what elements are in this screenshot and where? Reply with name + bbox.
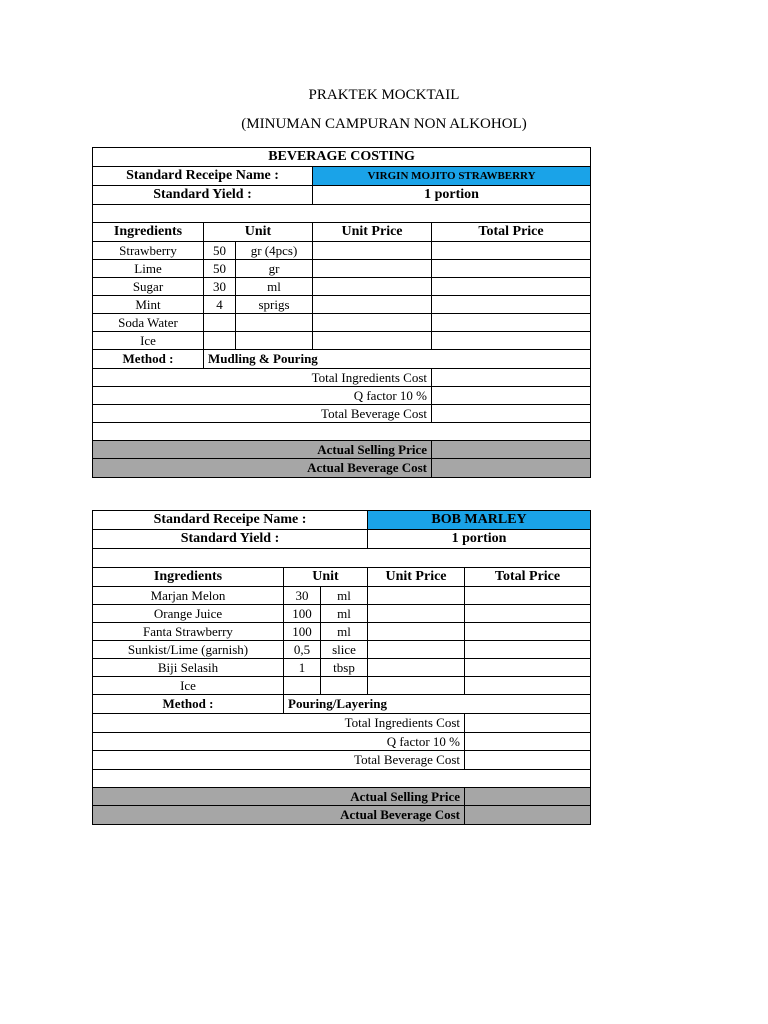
header-total-price: Total Price [432, 223, 591, 242]
beverage-costing-banner: BEVERAGE COSTING [93, 148, 591, 167]
method-label: Method : [93, 695, 284, 714]
ingredient-qty: 4 [204, 296, 236, 314]
total-price-cell [432, 332, 591, 350]
total-price-cell [465, 623, 591, 641]
spacer-row [93, 549, 591, 568]
unit-price-cell [313, 278, 432, 296]
header-ingredients: Ingredients [93, 568, 284, 587]
method-value: Pouring/Layering [284, 695, 591, 714]
ingredient-qty: 50 [204, 242, 236, 260]
actual-beverage-cost-value [465, 806, 591, 825]
total-ingredients-cost-label: Total Ingredients Cost [93, 369, 432, 387]
actual-beverage-cost-value [432, 459, 591, 478]
total-price-cell [432, 242, 591, 260]
ingredient-unit: ml [321, 623, 368, 641]
ingredient-unit: ml [321, 605, 368, 623]
total-price-cell [465, 641, 591, 659]
total-ingredients-cost-label: Total Ingredients Cost [93, 714, 465, 733]
page-subtitle: (MINUMAN CAMPURAN NON ALKOHOL) [241, 116, 527, 132]
unit-price-cell [313, 242, 432, 260]
table-row [93, 659, 591, 677]
ingredient-name: Sunkist/Lime (garnish) [93, 641, 284, 659]
ingredient-name: Mint [93, 296, 204, 314]
total-price-cell [432, 296, 591, 314]
ingredient-qty: 100 [284, 605, 321, 623]
ingredient-qty: 30 [204, 278, 236, 296]
standard-yield-value: 1 portion [368, 530, 591, 549]
ingredient-name: Ice [93, 332, 204, 350]
total-beverage-cost-value [432, 405, 591, 423]
unit-price-cell [368, 641, 465, 659]
spacer-row [93, 423, 591, 441]
costing-table-virgin-mojito [92, 147, 591, 478]
table-row [93, 677, 591, 695]
actual-beverage-cost-label: Actual Beverage Cost [93, 459, 432, 478]
ingredient-name: Sugar [93, 278, 204, 296]
ingredient-unit [321, 677, 368, 695]
unit-price-cell [313, 314, 432, 332]
ingredient-unit: ml [321, 587, 368, 605]
ingredient-unit [236, 314, 313, 332]
q-factor-value [432, 387, 591, 405]
total-beverage-cost-label: Total Beverage Cost [93, 751, 465, 770]
unit-price-cell [368, 587, 465, 605]
header-ingredients: Ingredients [93, 223, 204, 242]
total-beverage-cost-value [465, 751, 591, 770]
actual-selling-price-value [465, 788, 591, 806]
method-label: Method : [93, 350, 204, 369]
page-title: PRAKTEK MOCKTAIL [308, 87, 460, 103]
recipe-name-label: Standard Receipe Name : [93, 511, 368, 530]
q-factor-label: Q factor 10 % [93, 733, 465, 751]
table-row [93, 314, 591, 332]
header-unit-price: Unit Price [313, 223, 432, 242]
table-row [93, 242, 591, 260]
method-value: Mudling & Pouring [204, 350, 591, 369]
total-price-cell [432, 314, 591, 332]
total-price-cell [465, 587, 591, 605]
header-unit: Unit [204, 223, 313, 242]
table-row [93, 260, 591, 278]
ingredient-unit: ml [236, 278, 313, 296]
unit-price-cell [313, 260, 432, 278]
costing-table-bob-marley [92, 510, 591, 825]
ingredient-qty: 30 [284, 587, 321, 605]
unit-price-cell [368, 659, 465, 677]
header-unit-price: Unit Price [368, 568, 465, 587]
total-price-cell [465, 605, 591, 623]
ingredient-qty [204, 332, 236, 350]
ingredient-unit: tbsp [321, 659, 368, 677]
ingredient-name: Marjan Melon [93, 587, 284, 605]
ingredient-qty: 100 [284, 623, 321, 641]
ingredient-name: Ice [93, 677, 284, 695]
actual-beverage-cost-label: Actual Beverage Cost [93, 806, 465, 825]
ingredient-unit: sprigs [236, 296, 313, 314]
ingredient-name: Fanta Strawberry [93, 623, 284, 641]
total-price-cell [432, 278, 591, 296]
unit-price-cell [313, 332, 432, 350]
standard-yield-label: Standard Yield : [93, 530, 368, 549]
table-row [93, 332, 591, 350]
unit-price-cell [368, 677, 465, 695]
total-beverage-cost-label: Total Beverage Cost [93, 405, 432, 423]
total-price-cell [465, 677, 591, 695]
recipe-name-value: VIRGIN MOJITO STRAWBERRY [313, 167, 591, 186]
unit-price-cell [368, 623, 465, 641]
standard-yield-value: 1 portion [313, 186, 591, 205]
unit-price-cell [368, 605, 465, 623]
ingredient-unit: gr [236, 260, 313, 278]
unit-price-cell [313, 296, 432, 314]
actual-selling-price-value [432, 441, 591, 459]
q-factor-label: Q factor 10 % [93, 387, 432, 405]
table-row [93, 587, 591, 605]
ingredient-unit: gr (4pcs) [236, 242, 313, 260]
standard-yield-label: Standard Yield : [93, 186, 313, 205]
total-ingredients-cost-value [465, 714, 591, 733]
ingredient-qty: 0,5 [284, 641, 321, 659]
recipe-name-label: Standard Receipe Name : [93, 167, 313, 186]
total-price-cell [432, 260, 591, 278]
actual-selling-price-label: Actual Selling Price [93, 788, 465, 806]
spacer-row [93, 205, 591, 223]
table-row [93, 605, 591, 623]
ingredient-qty [284, 677, 321, 695]
table-row [93, 278, 591, 296]
ingredient-name: Orange Juice [93, 605, 284, 623]
table-row [93, 296, 591, 314]
table-row [93, 623, 591, 641]
ingredient-unit [236, 332, 313, 350]
spacer-row [93, 770, 591, 788]
total-ingredients-cost-value [432, 369, 591, 387]
table-row [93, 641, 591, 659]
total-price-cell [465, 659, 591, 677]
recipe-name-value: BOB MARLEY [368, 511, 591, 530]
ingredient-name: Strawberry [93, 242, 204, 260]
actual-selling-price-label: Actual Selling Price [93, 441, 432, 459]
header-unit: Unit [284, 568, 368, 587]
q-factor-value [465, 733, 591, 751]
ingredient-unit: slice [321, 641, 368, 659]
ingredient-name: Soda Water [93, 314, 204, 332]
header-total-price: Total Price [465, 568, 591, 587]
ingredient-qty: 50 [204, 260, 236, 278]
ingredient-name: Biji Selasih [93, 659, 284, 677]
ingredient-qty: 1 [284, 659, 321, 677]
ingredient-name: Lime [93, 260, 204, 278]
ingredient-qty [204, 314, 236, 332]
